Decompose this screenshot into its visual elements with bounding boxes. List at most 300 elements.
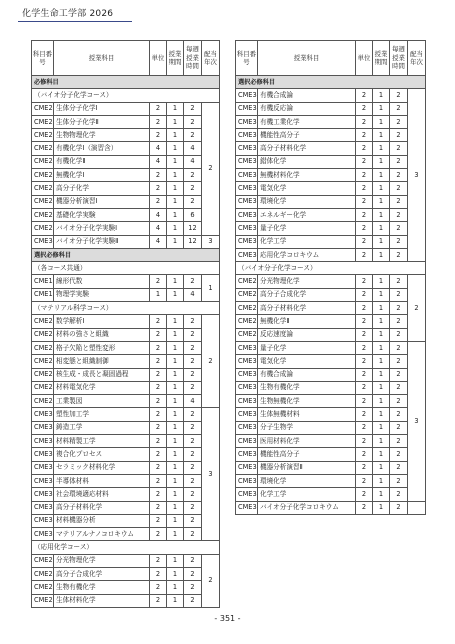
course-code: CME2 — [32, 567, 54, 580]
table-row — [32, 328, 220, 341]
course-code: CME3 — [236, 195, 258, 208]
course-hours: 2 — [184, 355, 202, 368]
course-period: 1 — [167, 169, 184, 182]
course-period: 1 — [167, 381, 184, 394]
course-name: 生物有機化学 — [54, 581, 150, 594]
course-code: CME3 — [236, 448, 258, 461]
table-row — [236, 328, 426, 341]
table-row — [32, 435, 220, 448]
course-period: 1 — [373, 395, 390, 408]
course-credit: 2 — [150, 461, 167, 474]
course-hours: 2 — [184, 102, 202, 115]
course-hours: 2 — [184, 528, 202, 541]
table-row — [236, 169, 426, 182]
course-credit: 2 — [356, 155, 373, 168]
table-row — [236, 501, 426, 514]
course-hours: 2 — [390, 328, 408, 341]
course-hours: 2 — [184, 461, 202, 474]
course-code: CME3 — [236, 501, 258, 514]
course-credit: 2 — [150, 594, 167, 607]
course-code: CME3 — [236, 142, 258, 155]
course-name: 生体分子化学Ⅰ — [54, 102, 150, 115]
course-name: 有機工業化学 — [258, 115, 356, 128]
course-period: 1 — [373, 408, 390, 421]
course-period: 1 — [167, 474, 184, 487]
table-row — [236, 142, 426, 155]
course-code: CME3 — [236, 155, 258, 168]
course-credit: 2 — [356, 355, 373, 368]
table-row — [236, 408, 426, 421]
course-code: CME3 — [236, 169, 258, 182]
course-credit: 2 — [356, 182, 373, 195]
course-code: CME2 — [32, 554, 54, 567]
course-year: 3 — [408, 89, 426, 262]
table-row — [32, 501, 220, 514]
course-credit: 2 — [150, 182, 167, 195]
course-name: 数学解析Ⅰ — [54, 315, 150, 328]
course-period: 1 — [167, 182, 184, 195]
section-label: 必修科目 — [32, 76, 220, 89]
course-name: 分光物理化学 — [258, 275, 356, 288]
course-credit: 2 — [150, 488, 167, 501]
table-row — [32, 341, 220, 354]
col-period: 授業期間 — [167, 41, 184, 76]
col-hours: 毎週授業時間 — [390, 41, 408, 76]
table-row — [236, 115, 426, 128]
course-credit: 2 — [356, 235, 373, 248]
course-name: 機器分析演習Ⅱ — [258, 461, 356, 474]
course-name: 反応速度論 — [258, 328, 356, 341]
course-code: CME3 — [236, 395, 258, 408]
course-credit: 2 — [150, 129, 167, 142]
course-period: 1 — [373, 421, 390, 434]
table-row — [32, 275, 220, 288]
course-name: 量子化学 — [258, 222, 356, 235]
course-code: CME3 — [236, 435, 258, 448]
course-credit: 2 — [150, 195, 167, 208]
course-hours: 2 — [390, 474, 408, 487]
course-credit: 2 — [356, 142, 373, 155]
course-code: CME2 — [32, 115, 54, 128]
course-period: 1 — [167, 129, 184, 142]
table-row — [32, 195, 220, 208]
course-hours: 2 — [184, 315, 202, 328]
course-code: CME3 — [236, 235, 258, 248]
course-hours: 2 — [184, 182, 202, 195]
course-period: 1 — [167, 594, 184, 607]
course-name: セラミック材料化学 — [54, 461, 150, 474]
course-code: CME3 — [32, 501, 54, 514]
course-name: 線形代数 — [54, 275, 150, 288]
course-year: 3 — [202, 235, 220, 248]
course-period: 1 — [373, 315, 390, 328]
course-period: 1 — [167, 581, 184, 594]
course-period: 1 — [167, 195, 184, 208]
course-period: 1 — [167, 368, 184, 381]
course-credit: 2 — [150, 275, 167, 288]
course-hours: 2 — [184, 328, 202, 341]
course-name: 高分子合成化学 — [54, 567, 150, 580]
course-code: CME2 — [32, 368, 54, 381]
course-code: CME3 — [32, 421, 54, 434]
course-hours: 2 — [390, 302, 408, 315]
course-name: 高分子化学 — [54, 182, 150, 195]
course-credit: 2 — [150, 115, 167, 128]
course-code: CME3 — [32, 474, 54, 487]
course-name: 量子化学 — [258, 341, 356, 354]
table-row — [32, 461, 220, 474]
col-credit: 単位 — [356, 41, 373, 76]
table-row — [236, 474, 426, 487]
course-name: 生物無機化学 — [258, 395, 356, 408]
course-hours: 2 — [390, 288, 408, 301]
course-code: CME3 — [236, 208, 258, 221]
course-hours: 2 — [184, 594, 202, 607]
table-row — [32, 355, 220, 368]
course-hours: 2 — [184, 567, 202, 580]
course-credit: 2 — [356, 288, 373, 301]
course-code: CME2 — [32, 142, 54, 155]
col-code: 科目番号 — [236, 41, 258, 76]
course-period: 1 — [167, 448, 184, 461]
course-code: CME3 — [32, 448, 54, 461]
course-credit: 1 — [150, 288, 167, 301]
course-credit: 2 — [150, 381, 167, 394]
course-code: CME2 — [32, 102, 54, 115]
section-label: 選択必修科目 — [236, 76, 426, 89]
course-code: CME3 — [236, 129, 258, 142]
col-name: 授業科目 — [258, 41, 356, 76]
course-name: 分子生物学 — [258, 421, 356, 434]
course-credit: 2 — [150, 474, 167, 487]
course-period: 1 — [167, 461, 184, 474]
course-hours: 4 — [184, 288, 202, 301]
course-period: 1 — [167, 408, 184, 421]
course-hours: 2 — [184, 381, 202, 394]
course-code: CME1 — [32, 275, 54, 288]
course-hours: 2 — [184, 581, 202, 594]
table-row — [236, 195, 426, 208]
course-credit: 2 — [356, 169, 373, 182]
course-name: 医用材料化学 — [258, 435, 356, 448]
course-name: 有機化学Ⅱ — [54, 155, 150, 168]
course-credit: 2 — [150, 408, 167, 421]
course-code: CME2 — [236, 328, 258, 341]
course-credit: 2 — [150, 328, 167, 341]
table-row — [236, 129, 426, 142]
course-name: 複合化プロセス — [54, 448, 150, 461]
table-row — [32, 381, 220, 394]
course-period: 1 — [167, 208, 184, 221]
course-period: 1 — [167, 341, 184, 354]
course-period: 1 — [167, 528, 184, 541]
course-name: 工業製図 — [54, 395, 150, 408]
course-period: 1 — [373, 435, 390, 448]
course-credit: 2 — [150, 368, 167, 381]
course-period: 1 — [167, 395, 184, 408]
course-period: 1 — [373, 182, 390, 195]
table-row — [32, 554, 220, 567]
table-row — [236, 235, 426, 248]
course-name: 生体分子化学Ⅱ — [54, 115, 150, 128]
course-hours: 2 — [390, 275, 408, 288]
course-period: 1 — [373, 129, 390, 142]
course-code: CME1 — [32, 288, 54, 301]
course-code: CME2 — [32, 381, 54, 394]
course-code: CME3 — [32, 461, 54, 474]
course-period: 1 — [373, 115, 390, 128]
table-row — [236, 355, 426, 368]
course-hours: 2 — [184, 275, 202, 288]
subsection-row — [32, 262, 220, 275]
course-code: CME3 — [32, 514, 54, 527]
course-credit: 2 — [356, 501, 373, 514]
course-code: CME2 — [32, 328, 54, 341]
course-period: 1 — [373, 102, 390, 115]
course-name: 分光物理化学 — [54, 554, 150, 567]
course-code: CME3 — [32, 528, 54, 541]
course-hours: 2 — [390, 341, 408, 354]
course-period: 1 — [167, 488, 184, 501]
course-name: 半導体材料 — [54, 474, 150, 487]
course-credit: 2 — [356, 89, 373, 102]
course-credit: 4 — [150, 222, 167, 235]
table-row — [236, 395, 426, 408]
course-period: 1 — [373, 341, 390, 354]
course-credit: 2 — [356, 474, 373, 487]
course-hours: 2 — [390, 102, 408, 115]
course-credit: 2 — [356, 448, 373, 461]
course-period: 1 — [167, 421, 184, 434]
course-name: バイオ分子化学コロキウム — [258, 501, 356, 514]
page-number: - 351 - — [214, 614, 241, 623]
table-row — [32, 567, 220, 580]
course-hours: 2 — [390, 421, 408, 434]
course-name: 有機合成論 — [258, 89, 356, 102]
course-period: 1 — [167, 554, 184, 567]
course-hours: 2 — [390, 501, 408, 514]
course-name: 応用化学コロキウム — [258, 248, 356, 261]
subsection-label: （バイオ分子化学コース） — [32, 89, 220, 102]
course-period: 1 — [373, 381, 390, 394]
course-hours: 2 — [184, 554, 202, 567]
table-row — [32, 474, 220, 487]
table-row — [236, 248, 426, 261]
course-code: CME3 — [236, 461, 258, 474]
course-hours: 2 — [390, 408, 408, 421]
table-row — [32, 102, 220, 115]
header-underline — [18, 21, 132, 22]
course-code: CME2 — [236, 302, 258, 315]
course-hours: 4 — [184, 142, 202, 155]
course-hours: 2 — [390, 355, 408, 368]
subsection-label: （マテリアル科学コース） — [32, 302, 220, 315]
course-name: 生体材料化学 — [54, 594, 150, 607]
course-code: CME3 — [32, 408, 54, 421]
table-row — [236, 102, 426, 115]
table-row — [236, 288, 426, 301]
course-name: 有機化学Ⅰ（演習含） — [54, 142, 150, 155]
course-period: 1 — [373, 501, 390, 514]
course-code: CME3 — [236, 488, 258, 501]
table-row — [32, 182, 220, 195]
course-credit: 2 — [356, 328, 373, 341]
course-hours: 2 — [390, 488, 408, 501]
course-credit: 2 — [356, 129, 373, 142]
subsection-label: （バイオ分子化学コース） — [236, 262, 426, 275]
table-row — [236, 341, 426, 354]
subsection-label: （各コース共通） — [32, 262, 220, 275]
course-credit: 4 — [150, 142, 167, 155]
course-code: CME2 — [32, 355, 54, 368]
table-row — [236, 302, 426, 315]
course-period: 1 — [167, 355, 184, 368]
course-name: 相変態と組織制御 — [54, 355, 150, 368]
course-year: 2 — [408, 275, 426, 341]
course-credit: 2 — [356, 302, 373, 315]
course-credit: 4 — [150, 208, 167, 221]
table-row — [32, 514, 220, 527]
course-credit: 2 — [150, 528, 167, 541]
course-code: CME2 — [32, 341, 54, 354]
table-row — [236, 315, 426, 328]
course-period: 1 — [373, 488, 390, 501]
course-period: 1 — [167, 567, 184, 580]
course-hours: 6 — [184, 208, 202, 221]
table-row — [32, 528, 220, 541]
section-row — [236, 76, 426, 89]
table-row — [236, 208, 426, 221]
course-credit: 2 — [150, 435, 167, 448]
table-row — [32, 235, 220, 248]
course-code: CME2 — [236, 288, 258, 301]
course-code: CME2 — [32, 195, 54, 208]
course-hours: 2 — [390, 248, 408, 261]
table-row — [32, 368, 220, 381]
course-credit: 2 — [150, 395, 167, 408]
course-hours: 2 — [184, 488, 202, 501]
course-period: 1 — [167, 315, 184, 328]
course-credit: 2 — [356, 115, 373, 128]
course-name: 電気化学 — [258, 355, 356, 368]
course-code: CME2 — [32, 581, 54, 594]
course-period: 1 — [373, 89, 390, 102]
col-credit: 単位 — [150, 41, 167, 76]
course-hours: 2 — [390, 155, 408, 168]
table-row — [32, 142, 220, 155]
course-code: CME2 — [32, 208, 54, 221]
course-hours: 2 — [184, 195, 202, 208]
course-credit: 2 — [356, 341, 373, 354]
course-name: 材料電気化学 — [54, 381, 150, 394]
table-row — [236, 275, 426, 288]
course-period: 1 — [167, 514, 184, 527]
course-hours: 2 — [184, 474, 202, 487]
course-name: 錯体化学 — [258, 155, 356, 168]
course-code: CME3 — [236, 115, 258, 128]
course-hours: 2 — [390, 195, 408, 208]
course-credit: 2 — [150, 501, 167, 514]
course-code: CME3 — [236, 408, 258, 421]
course-code: CME3 — [236, 474, 258, 487]
table-row — [236, 448, 426, 461]
course-credit: 2 — [150, 448, 167, 461]
subsection-row — [236, 262, 426, 275]
course-name: 高分子材料化学 — [258, 142, 356, 155]
course-name: 鋳造工学 — [54, 421, 150, 434]
course-period: 1 — [373, 288, 390, 301]
subsection-row — [32, 302, 220, 315]
course-period: 1 — [167, 275, 184, 288]
course-period: 1 — [167, 155, 184, 168]
course-hours: 12 — [184, 222, 202, 235]
course-credit: 2 — [356, 368, 373, 381]
course-year: 2 — [202, 554, 220, 607]
table-row — [236, 368, 426, 381]
course-name: 化学工学 — [258, 488, 356, 501]
course-name: 塑性加工学 — [54, 408, 150, 421]
course-hours: 2 — [390, 448, 408, 461]
course-credit: 4 — [150, 235, 167, 248]
course-credit: 2 — [356, 488, 373, 501]
course-name: 有機合成論 — [258, 368, 356, 381]
course-period: 1 — [373, 302, 390, 315]
table-row — [236, 435, 426, 448]
course-hours: 2 — [184, 435, 202, 448]
col-period: 授業期間 — [373, 41, 390, 76]
course-code: CME2 — [32, 182, 54, 195]
course-period: 1 — [167, 288, 184, 301]
course-period: 1 — [373, 328, 390, 341]
course-credit: 2 — [356, 208, 373, 221]
table-row — [236, 89, 426, 102]
course-credit: 2 — [150, 554, 167, 567]
course-hours: 2 — [184, 421, 202, 434]
course-hours: 2 — [390, 315, 408, 328]
table-row — [32, 155, 220, 168]
course-name: 環境化学 — [258, 195, 356, 208]
course-period: 1 — [373, 235, 390, 248]
course-name: 機能性高分子 — [258, 129, 356, 142]
table-row — [32, 169, 220, 182]
course-hours: 2 — [390, 368, 408, 381]
course-name: 有機反応論 — [258, 102, 356, 115]
course-credit: 2 — [356, 195, 373, 208]
course-credit: 2 — [356, 421, 373, 434]
table-row — [32, 448, 220, 461]
course-credit: 2 — [150, 355, 167, 368]
course-name: 高分子合成化学 — [258, 288, 356, 301]
course-year: 1 — [202, 275, 220, 302]
table-header-row — [32, 41, 220, 76]
table-row — [32, 408, 220, 421]
course-year-empty — [408, 501, 426, 514]
course-name: 核生成・成長と凝固過程 — [54, 368, 150, 381]
course-credit: 2 — [356, 248, 373, 261]
course-hours: 2 — [390, 235, 408, 248]
course-period: 1 — [167, 328, 184, 341]
col-name: 授業科目 — [54, 41, 150, 76]
course-hours: 2 — [390, 182, 408, 195]
course-hours: 2 — [390, 461, 408, 474]
course-name: 機器分析演習Ⅰ — [54, 195, 150, 208]
course-code: CME2 — [32, 155, 54, 168]
table-row — [32, 222, 220, 235]
course-hours: 2 — [184, 514, 202, 527]
course-period: 1 — [373, 222, 390, 235]
course-name: 材料機器分析 — [54, 514, 150, 527]
col-year: 配当年次 — [202, 41, 220, 76]
